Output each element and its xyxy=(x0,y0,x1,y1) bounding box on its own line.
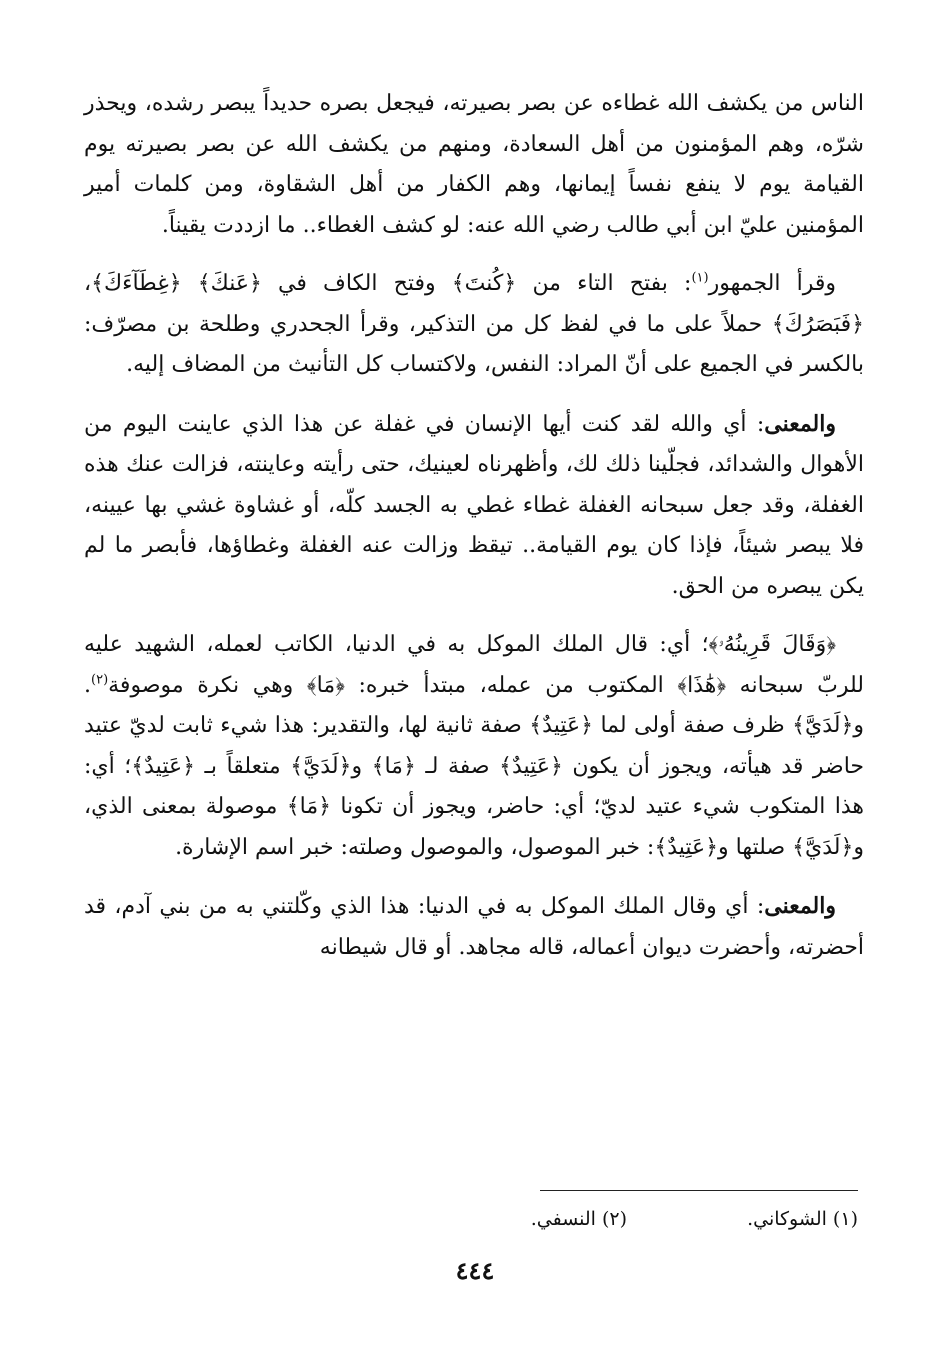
paragraph-2 xyxy=(84,264,864,386)
paragraph-5-lead: والمعنى xyxy=(764,893,836,919)
paragraph-1 xyxy=(84,84,864,246)
paragraph-2-text: : بفتح التاء من ﴿كُنتَ﴾ وفتح الكاف في ﴿عَنكَ﴾ ﴿غِطَآءَكَ﴾، ﴿فَبَصَرُكَ﴾ حملاً على ما في لفظ كل من التذكير، وقرأ الجحدري وطلحة بن مصرّف: بالكسر في الجميع على أنّ المراد: النفس، ولاكتساب كل التأنيث من المضاف إليه. xyxy=(84,271,864,377)
paragraph-2-text-before-note: وقرأ الجمهور xyxy=(708,271,837,296)
paragraph-4-text: . و﴿لَدَيَّ﴾ ظرف صفة أولى لما ﴿عَتِيدٌ﴾ صفة ثانية لها، والتقدير: هذا شيء ثابت لديّ عتيد حاضر قد هيأته، ويجوز أن يكون ﴿عَتِيدٌ﴾ صفة لـ ﴿مَا﴾ و﴿لَدَيَّ﴾ متعلقاً بـ ﴿عَتِيدٌ﴾؛ أي: هذا المتكوب شيء عتيد لديّ؛ أي: حاضر، ويجوز أن تكونا ﴿مَا﴾ موصولة بمعنى الذي، و﴿لَدَيَّ﴾ صلتها و﴿عَتِيدٌ﴾: خبر الموصول، والموصول وصلته: خبر اسم الإشارة. xyxy=(84,672,864,860)
footnote-1: (١) الشوكاني. xyxy=(747,1208,858,1230)
page-body xyxy=(84,84,864,986)
paragraph-4-text-before-note: ﴿وَقَالَ قَرِينُهُۥ﴾؛ أي: قال الملك الموكل به في الدنيا، الكاتب لعمله، الشهيد عليه للربّ سبحانه ﴿هَٰذَا﴾ المكتوب من عمله، مبتدأ خبره: ﴿مَا﴾ وهي نكرة موصوفة xyxy=(84,632,864,698)
paragraph-1-text: الناس من يكشف الله غطاءه عن بصر بصيرته، فيجعل بصره حديداً يبصر رشده، ويحذر شرّه، وهم المؤمنون من أهل السعادة، ومنهم من يكشف الله عن بصر بصيرته يوم القيامة يوم لا ينفع نفساً إيمانها، وهم الكفار من أهل الشقاوة، ومن كلمات أمير المؤمنين عليّ ابن أبي طالب رضي الله عنه: لو كشف الغطاء.. ما ازددت يقيناً. xyxy=(84,91,864,238)
paragraph-3-text: : أي والله لقد كنت أيها الإنسان في غفلة عن هذا الذي عاينت اليوم من الأهوال والشدائد، فجلّينا ذلك لك، وأظهرناه لعينيك، حتى رأيته وعاينته، فزالت عنك هذه الغفلة، وقد جعل سبحانه الغفلة غطاء غطي به الجسد كلّه، أو غشاوة غشي بها عيينه، فلا يبصر شيئاً، فإذا كان يوم القيامة.. تيقظ وزالت عنه الغفلة وغطاؤها، فأبصر ما لم يكن يبصره من الحق. xyxy=(84,411,864,599)
paragraph-3-lead: والمعنى xyxy=(764,410,836,437)
paragraph-5 xyxy=(84,886,864,968)
footnote-2: (٢) النسفي. xyxy=(530,1208,628,1230)
footnote-marker-1: (١) xyxy=(691,270,709,286)
footnote-marker-2: (٢) xyxy=(91,672,109,688)
paragraph-5-text: : أي وقال الملك الموكل به في الدنيا: هذا الذي وكّلتني به من بني آدم، قد أحضرته، وأحضرت ديوان أعماله، قاله مجاهد. أو قال شيطانه xyxy=(84,894,864,960)
paragraph-3 xyxy=(84,404,864,608)
paragraph-4 xyxy=(84,625,864,868)
footnote-divider xyxy=(540,1190,858,1191)
page-number: ٤٤٤ xyxy=(455,1256,495,1285)
footnotes xyxy=(258,1204,858,1234)
